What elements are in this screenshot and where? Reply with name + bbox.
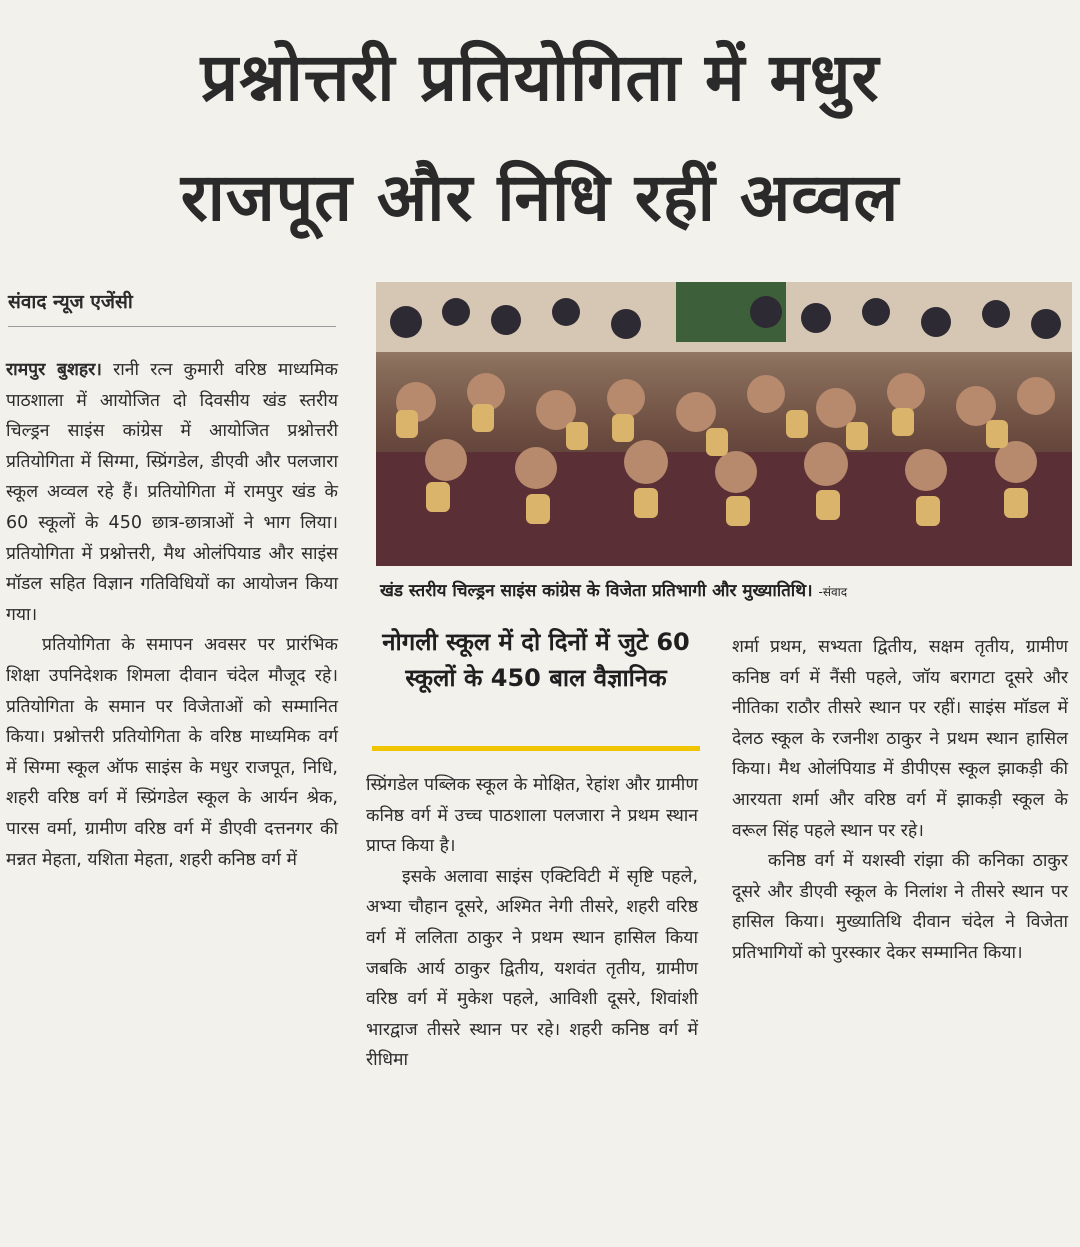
paragraph: प्रतियोगिता के समापन अवसर पर प्रारंभिक शिक्षा उपनिदेशक शिमला दीवान चंदेल मौजूद रहे। प्रतियोगिता के समान पर विजेताओं को सम्मानित किया। प्रश्नोत्तरी प्रतियोगिता के वरिष्ठ माध्यमिक वर्ग में सिग्मा स्कूल ऑफ साइंस के मधुर राजपूत, निधि, शहरी वरिष्ठ वर्ग में स्प्रिंगडेल स्कूल के आर्यन श्रेक, पारस वर्मा, ग्रामीण वरिष्ठ वर्ग में डीएवी दत्तनगर की मन्नत मेहता, यशिता मेहता, शहरी कनिष्ठ वर्ग में xyxy=(6,635,338,870)
paragraph-text: रानी रत्न कुमारी वरिष्ठ माध्यमिक पाठशाला में आयोजित दो दिवसीय खंड स्तरीय चिल्ड्रन साइंस कांग्रेस में आयोजित प्रश्नोत्तरी प्रतियोगिता में सिग्मा, स्प्रिंगडेल, डीएवी और पलजारा स्कूल अव्वल रहे हैं। प्रतियोगिता में रामपुर खंड के 60 स्कूलों के 450 छात्र-छात्राओं ने भाग लिया। प्रतियोगिता में प्रश्नोत्तरी, मैथ ओलंपियाड और साइंस मॉडल सहित विज्ञान गतिविधियों का आयोजन किया गया। xyxy=(6,360,338,625)
paragraph xyxy=(6,355,338,630)
byline: संवाद न्यूज एजेंसी xyxy=(8,291,133,313)
photo-illustration xyxy=(376,282,1072,566)
photo-caption xyxy=(380,578,1080,601)
photo-credit: -संवाद xyxy=(818,585,848,599)
subheadline: नोगली स्कूल में दो दिनों में जुटे 60 स्कूलों के 450 बाल वैज्ञानिक xyxy=(382,628,690,692)
article-column-2 xyxy=(366,770,698,1076)
headline xyxy=(0,18,1080,258)
headline-line-2: राजपूत और निधि रहीं अव्वल xyxy=(180,159,900,236)
article-column-3 xyxy=(732,632,1068,969)
subheadline-divider xyxy=(372,746,700,751)
paragraph: स्प्रिंगडेल पब्लिक स्कूल के मोक्षित, रेहांश और ग्रामीण कनिष्ठ वर्ग में उच्च पाठशाला पलजारा ने प्रथम स्थान प्राप्त किया है। xyxy=(366,775,698,857)
paragraph: शर्मा प्रथम, सभ्यता द्वितीय, सक्षम तृतीय, ग्रामीण कनिष्ठ वर्ग में नैंसी पहले, जॉय बरागटा दूसरे और नीतिका राठौर तीसरे स्थान पर रहीं। साइंस मॉडल में देलठ स्कूल के रजनीश ठाकुर ने प्रथम स्थान हासिल किया। मैथ ओलंपियाड में डीपीएस स्कूल झाकड़ी की आरयता शर्मा और वरिष्ठ वर्ग में झाकड़ी स्कूल के वरूल सिंह पहले स्थान पर रहे। xyxy=(732,637,1068,841)
article-column-1 xyxy=(6,355,338,875)
paragraph: इसके अलावा साइंस एक्टिविटी में सृष्टि पहले, अभ्या चौहान दूसरे, अश्मित नेगी तीसरे, शहरी वरिष्ठ वर्ग में ललिता ठाकुर ने प्रथम स्थान हासिल किया जबकि आर्य ठाकुर द्वितीय, यशवंत तृतीय, ग्रामीण वरिष्ठ वर्ग में मुकेश पहले, आविशी दूसरे, शिवांशी भारद्वाज तीसरे स्थान पर रहे। शहरी कनिष्ठ वर्ग में रीधिमा xyxy=(366,866,698,1071)
paragraph: कनिष्ठ वर्ग में यशस्वी रांझा की कनिका ठाकुर दूसरे और डीएवी स्कूल के निलांश ने तीसरे स्थान पर हासिल किया। मुख्यातिथि दीवान चंदेल ने विजेता प्रतिभागियों को पुरस्कार देकर सम्मानित किया। xyxy=(732,851,1068,963)
group-photo xyxy=(376,282,1072,566)
headline-line-1: प्रश्नोत्तरी प्रतियोगिता में मधुर xyxy=(200,39,880,116)
byline-divider xyxy=(8,326,336,327)
caption-text: खंड स्तरीय चिल्ड्रन साइंस कांग्रेस के विजेता प्रतिभागी और मुख्यातिथि। xyxy=(380,581,813,601)
dateline: रामपुर बुशहर। xyxy=(6,360,102,380)
